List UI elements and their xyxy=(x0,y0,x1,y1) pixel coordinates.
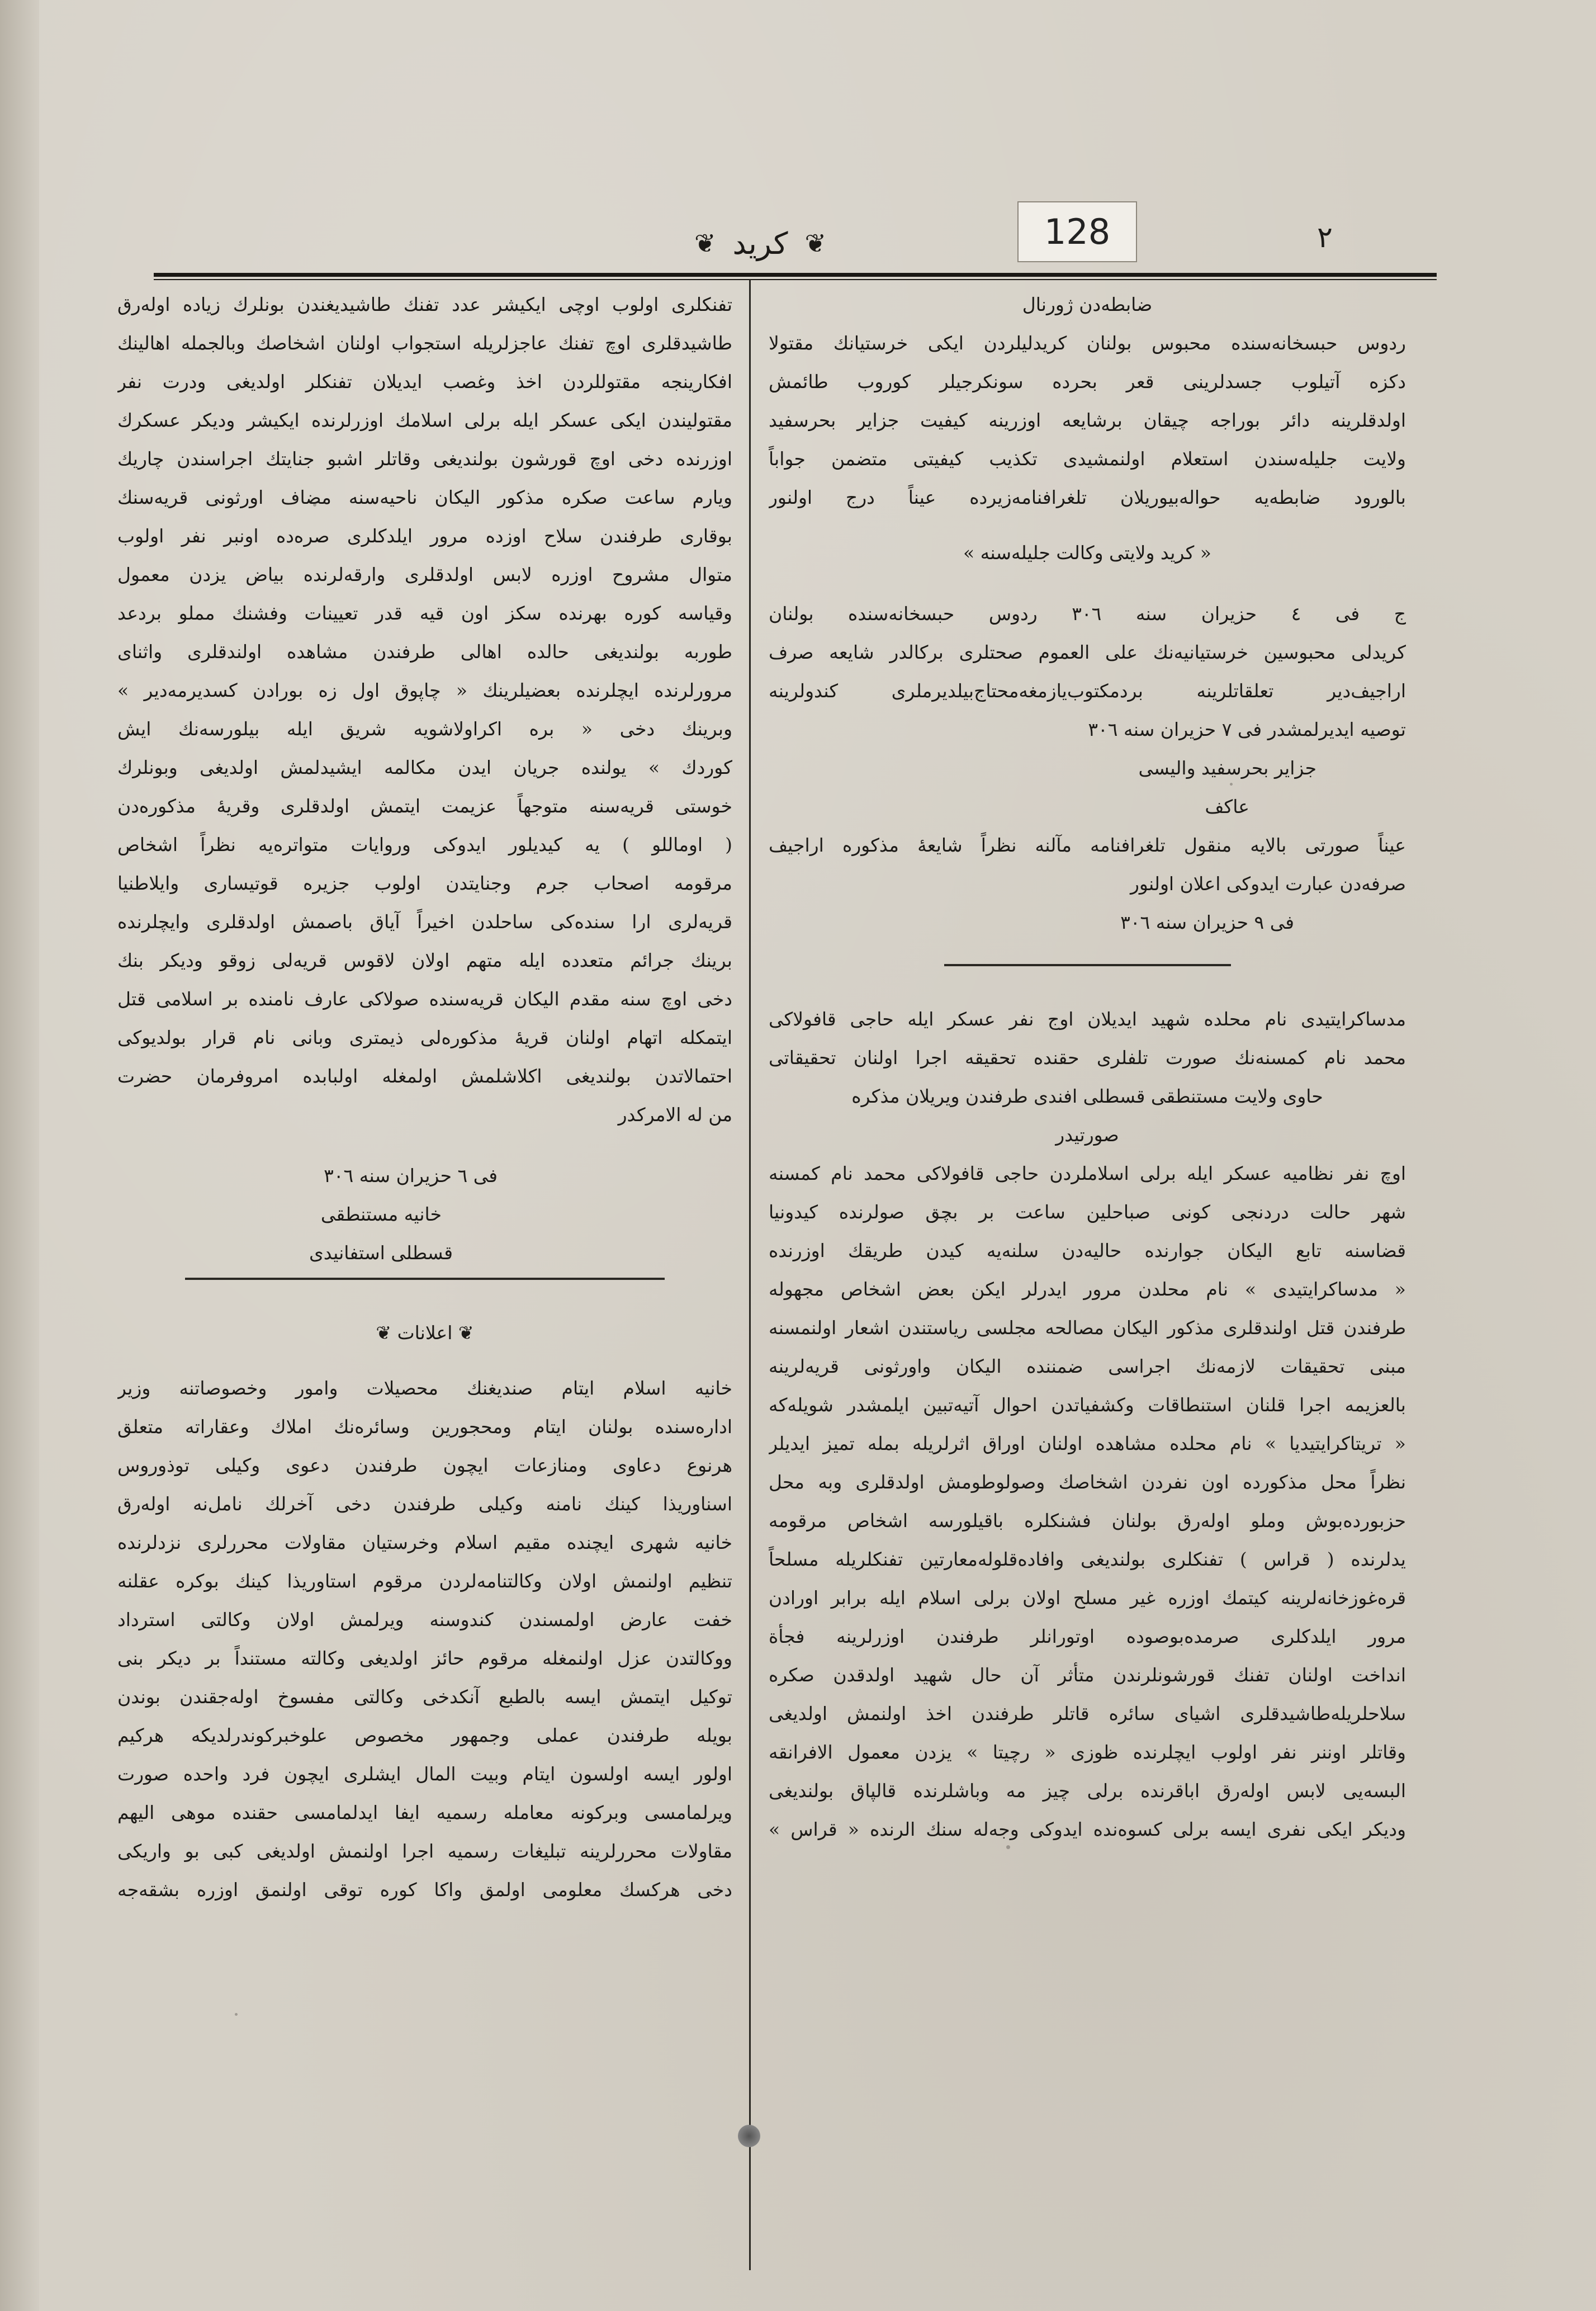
masthead xyxy=(643,218,878,268)
ornament-icon: ❦ xyxy=(694,228,716,258)
text-line: دخی هرکسك معلومی اولمق واکا کوره توقی اولنمق اوزره بشقه‌جه xyxy=(117,1879,732,1901)
text-line: افکارینجه مقتوللردن اخذ وغصب ایدیلان تفنکلر اولدیغی ودرت نفر xyxy=(117,371,732,393)
text-line: دخی اوچ سنه مقدم الیکان قریه‌سنده صولاکی عارف نامنده بر اسلامی قتل xyxy=(117,988,732,1010)
text-line: تنظیم اولنمش اولان وکالتنامه‌لردن مرقوم استاوریذا کینك بوکره عقلنه xyxy=(117,1570,732,1592)
text-line: مرور ایلدکلری صرمده‌بوصوده اوتورانلر طرفندن اوزرلرینه فجأة xyxy=(769,1625,1406,1647)
text-line: ( اوماللو ) یه کیدیلور ایدوکی وروایات متواتره‌یه نظراً اشخاص xyxy=(117,834,732,856)
paper-speck xyxy=(235,2013,238,2016)
text-line: قضاسنه تابع الیکان جوارنده حالیه‌دن سلنه‌یه کیدن طریقك اوزرنده xyxy=(769,1240,1406,1261)
text-line: انداخت اولنان تفنك قورشونلرندن متأثر آن حال شهید اولدقدن صکره xyxy=(769,1664,1406,1686)
text-line: ولایت جلیله‌سندن استعلام اولنمشیدی تکذیب کیفیتی متضمن جواباً xyxy=(769,448,1406,470)
left-column xyxy=(117,285,732,1909)
text-line: تفنکلری اولوب اوچی ایکیشر عدد تفنك طاشیدیغندن بونلرك زیاده اوله‌رق xyxy=(117,294,732,315)
ads-heading xyxy=(117,1313,732,1352)
section-divider xyxy=(944,964,1231,966)
text-line: بالعزیمه اجرا قلنان استنطاقات وکشفیاتدن احوال آتیه‌تبین ایلمشدر شویله‌که xyxy=(769,1394,1406,1416)
text-line: « تریتاکرایتیدیا » نام محلده مشاهده اولنان اوراق اثرلریله بمله تمیز ایدیلر xyxy=(769,1433,1406,1454)
text-line: خوستی قریه‌سنه متوجهاً عزیمت ایتمش اولدقلری وقریهٔ مذکوره‌دن xyxy=(117,795,732,817)
text-line: ردوس حبسخانه‌سنده محبوس بولنان کریدلیلردن ایکی خرستیانك مقتولا xyxy=(769,332,1406,354)
text-line: طوربه بولندیغی حالده اهالی طرفندن مشاهده اولندقلری واثنای xyxy=(117,641,732,663)
quote-heading: « کرید ولایتی وکالت جلیله‌سنه » xyxy=(963,542,1212,564)
text-line: « مدساکرایتیدی » نام محلدن مرور ایدرلر ایکن بعض اشخاص مجهوله xyxy=(769,1278,1406,1300)
text-line: اسناوریذا کینك نامنه وکیلی طرفندن دخی آخرلك نامل‌نه اوله‌رق xyxy=(117,1493,732,1515)
text-line: قریه‌لری ارا سنده‌کی ساحلدن اخیراً آیاق باصمش اولدقلری وایچلرنده xyxy=(117,911,732,933)
header-rule xyxy=(154,273,1437,277)
text-line: بوقاری طرفندن سلاح اوزده مرور ایلدکلری صره‌ده اونبر نفر اولوب xyxy=(117,525,732,547)
text-line: نظراً محل مذکورده اون نفردن اشخاصك وصولوطومش اولدقلری وبه محل xyxy=(769,1471,1406,1493)
text-line: طاشیدقلری اوچ تفنك عاجزلریله استجواب اولنان اشخاصك وبالجمله اهالینك xyxy=(117,332,732,354)
ads-heading-text: اعلانات xyxy=(397,1322,453,1344)
signature-title: خانیه مستنطقی xyxy=(320,1203,442,1225)
text-line: خانیه شهری ایچنده مقیم اسلام وخرستیان مقاولات محررلری نزدلرنده xyxy=(117,1532,732,1553)
text-line: خانیه اسلام ایتام صندیغنك محصیلات وامور وخصوصاتنه وزیر xyxy=(117,1377,732,1399)
text-line: قره‌غوزخانه‌لرینه کیتمك اوزره غیر مسلح اولان برلی اسلام ایله برابر اورادن xyxy=(769,1587,1406,1609)
text-line: شهر حالت دردنجی کونی صباحلین ساعت بر بچق صولرنده کیدونیا xyxy=(769,1201,1406,1223)
text-line: توصیه ایدیرلمشدر فی ٧ حزیران سنه ٣٠٦ xyxy=(1088,719,1406,740)
text-line: وبرینك دخی « بره اکراولاشویه شریق ایله بیلورسه‌نك ایش xyxy=(117,718,732,740)
text-line: ودیکر ایکی نفری ایسه برلی کسوه‌نده ایدوکی وجه‌له سنك الرنده « قراس » xyxy=(769,1818,1406,1840)
header-rule-thin xyxy=(154,279,1437,280)
text-line: مقتولیندن ایکی عسکر ایله برلی اسلامك اوزرلرنده ایکیشر ودیکر عسکرك xyxy=(117,409,732,431)
text-line: حزبورده‌بوش وملو اوله‌رق بولنان فشنکلره باقیلورسه اشخاص مرقومه xyxy=(769,1510,1406,1532)
text-line: مبنی تحقیقات لازمه‌نك اجراسی ضمننده الیکان واورثونی قریه‌لرینه xyxy=(769,1355,1406,1377)
text-line: خفت عارض اولمسندن کندوسنه ویرلمش اولان وکالتی استرداد xyxy=(117,1609,732,1631)
report-heading-line: حاوی ولایت مستنطقی قسطلی افندی طرفندن ویریلان مذکره xyxy=(851,1085,1323,1107)
text-line: صرفه‌دن عبارت ایدوکی اعلان اولنور xyxy=(1130,873,1406,895)
text-line: بویله طرفندن عملی وجمهور مخصوص علوخبرکوندرلدیکه هرکیم xyxy=(117,1724,732,1746)
text-line: اوچ نفر نظامیه عسکر ایله برلی اسلاملردن حاجی قافولاکی محمد نام کمسنه xyxy=(769,1162,1406,1184)
text-line: اولدقلرینه دائر بوراجه چیقان برشایعه اوزرینه کیفیت جزایر بحرسفید xyxy=(769,409,1406,431)
text-line: مقاولات محررلرینه تبلیغات رسمیه اجرا اولنمش اولدیغی کبی بو واریکی xyxy=(117,1840,732,1862)
signature-name: قسطلی استفانیدی xyxy=(309,1242,453,1264)
column-divider xyxy=(749,280,751,2270)
text-line: ایتمکله اتهام اولنان قریهٔ مذکوره‌لی ذیمتری وبانی نام قرار بولدیوکی xyxy=(117,1027,732,1048)
text-line: اداره‌سنده بولنان ایتام ومحجورین وسائره‌نك املاك وعقاراته متعلق xyxy=(117,1416,732,1438)
signature-title: جزایر بحرسفید والیسی xyxy=(1138,757,1316,779)
masthead-title: کرید xyxy=(732,225,788,261)
text-line: اراجیف‌دیر تعلقاتلرینه بردمکتوب‌یازمغه‌محتاج‌بیلدیرملری کندولرینه xyxy=(769,680,1406,702)
ornament-icon: ❦ xyxy=(376,1322,397,1344)
text-line: کوردك » یولنده جریان ایدن مکالمه ایشیدلمش اولدیغی وبونلرك xyxy=(117,757,732,778)
section-heading: ضابطه‌دن ژورنال xyxy=(1022,294,1153,315)
text-line: هرنوع دعاوی ومنازعات ایچون طرفندن دعوی وکیلی توذوروس xyxy=(117,1454,732,1476)
text-line: سلاحلریله‌طاشیدقلری اشیای سائره قاتلر طرفندن اخذ اولنمش اولدیغی xyxy=(769,1703,1406,1724)
section-divider xyxy=(185,1278,665,1280)
date-line: فی ٦ حزیران سنه ٣٠٦ xyxy=(324,1165,498,1187)
right-column xyxy=(769,285,1406,1849)
text-line: بالورود ضابطه‌یه حواله‌بیوریلان تلغرافنامه‌زیرده عیناً درج اولنور xyxy=(769,486,1406,508)
text-line: کریدلی محبوسین خرستیانیه‌نك علی العموم صحتلری برکالدر شایعه صرف xyxy=(769,641,1406,663)
page-index: ۲ xyxy=(1317,221,1333,254)
ornament-icon: ❦ xyxy=(452,1322,474,1344)
text-line: متوال مشروح اوزره لابس اولدقلری وارقه‌لرنده بیاض یزدن معمول xyxy=(117,564,732,585)
text-line: ویارم ساعت صکره مذکور الیکان ناحیه‌سنه مضاف اورثونی قریه‌سنك xyxy=(117,486,732,508)
text-line: یدلرنده ( قراس ) تفنکلری بولندیغی وافاده‌قلوله‌معارتین تفنکلریله مسلحاً xyxy=(769,1548,1406,1570)
text-line: برینك جرائم متعدده ایله متهم اولان لاقوس قریه‌لی زوقو ودیکر بنك xyxy=(117,949,732,971)
report-heading-line: صورتیدر xyxy=(1055,1124,1119,1146)
text-line: مرورلرنده ایچلرنده بعضیلرینك « چاپوق اول زه بورادن کسدیرمه‌دیر » xyxy=(117,679,732,701)
text-line: احتمالاتدن بولندیغی اکلاشلمش اولمغله اولبابده امروفرمان حضرت xyxy=(117,1065,732,1087)
page-binding-edge xyxy=(0,0,39,2311)
text-line: البسه‌یی لابس اوله‌رق اباقرنده برلی چیز مه وباشلرنده قالپاق بولندیغی xyxy=(769,1780,1406,1802)
text-line: اوزرنده دخی اوچ قورشون بولندیغی وقاتلر اشبو جنایتك اجراسندن چاریك xyxy=(117,448,732,470)
date-line: فی ٩ حزیران سنه ٣٠٦ xyxy=(1120,911,1294,933)
text-line: اولور ایسه اولسون ایتام وبیت المال ایشلری ایچون فرد واحده صورت xyxy=(117,1763,732,1785)
report-heading-line: محمد نام کمسنه‌نك صورت تلفلری حقنده تحقیقه اجرا اولنان تحقیقاتی xyxy=(769,1047,1406,1069)
text-line: من له الامرکدر xyxy=(618,1104,732,1126)
text-line: طرفندن قتل اولندقلری مذکور الیکان مصالحه مجلسی ریاستندن اشعار اولنمسنه xyxy=(769,1317,1406,1339)
text-line: ج فی ٤ حزیران سنه ٣٠٦ ردوس حبسخانه‌سنده بولنان xyxy=(769,603,1406,625)
column-end-ornament xyxy=(738,2125,760,2147)
report-heading-line: مدساکرایتیدی نام محلده شهید ایدیلان اوج نفر عسکر ایله حاجی قافولاکی xyxy=(769,1008,1406,1030)
text-line: عیناً صورتی بالایه منقول تلغرافنامه مآلنه نظراً شایعهٔ مذکوره اراجیف xyxy=(769,834,1406,856)
ornament-icon: ❦ xyxy=(804,228,826,258)
page-number-stamp: 128 xyxy=(1017,201,1137,262)
signature-name: عاکف xyxy=(1205,796,1249,817)
text-line: ووکالتدن عزل اولنمغله مرقوم حائز اولدیغی وکالته مستنداً بر دیکر بنی xyxy=(117,1647,732,1669)
text-line: وقیاسه کوره بهرنده سکز اون قیه قدر تعیینات وفشنك مملو بردعد xyxy=(117,602,732,624)
text-line: مرقومه اصحاب جرم وجنایتدن اولوب جزیره قوتیساری وایلاطنیا xyxy=(117,872,732,894)
text-line: دکزه آتیلوب جسدلرینی قعر بحرده سونکرجیلر کوروب طائمش xyxy=(769,371,1406,393)
text-line: وقاتلر اوننر نفر اولوب ایچلرنده ظوزی « رچیتا » یزدن معمول الافرانقه xyxy=(769,1741,1406,1763)
text-line: ویرلمامسی وبرکونه معامله‌ رسمیه ایفا ایدلمامسی حقنده موهی الیهم xyxy=(117,1802,732,1823)
text-line: توکیل ایتمش ایسه بالطبع آنکدخی وکالتی مفسوخ اوله‌جقندن بوندن xyxy=(117,1686,732,1708)
